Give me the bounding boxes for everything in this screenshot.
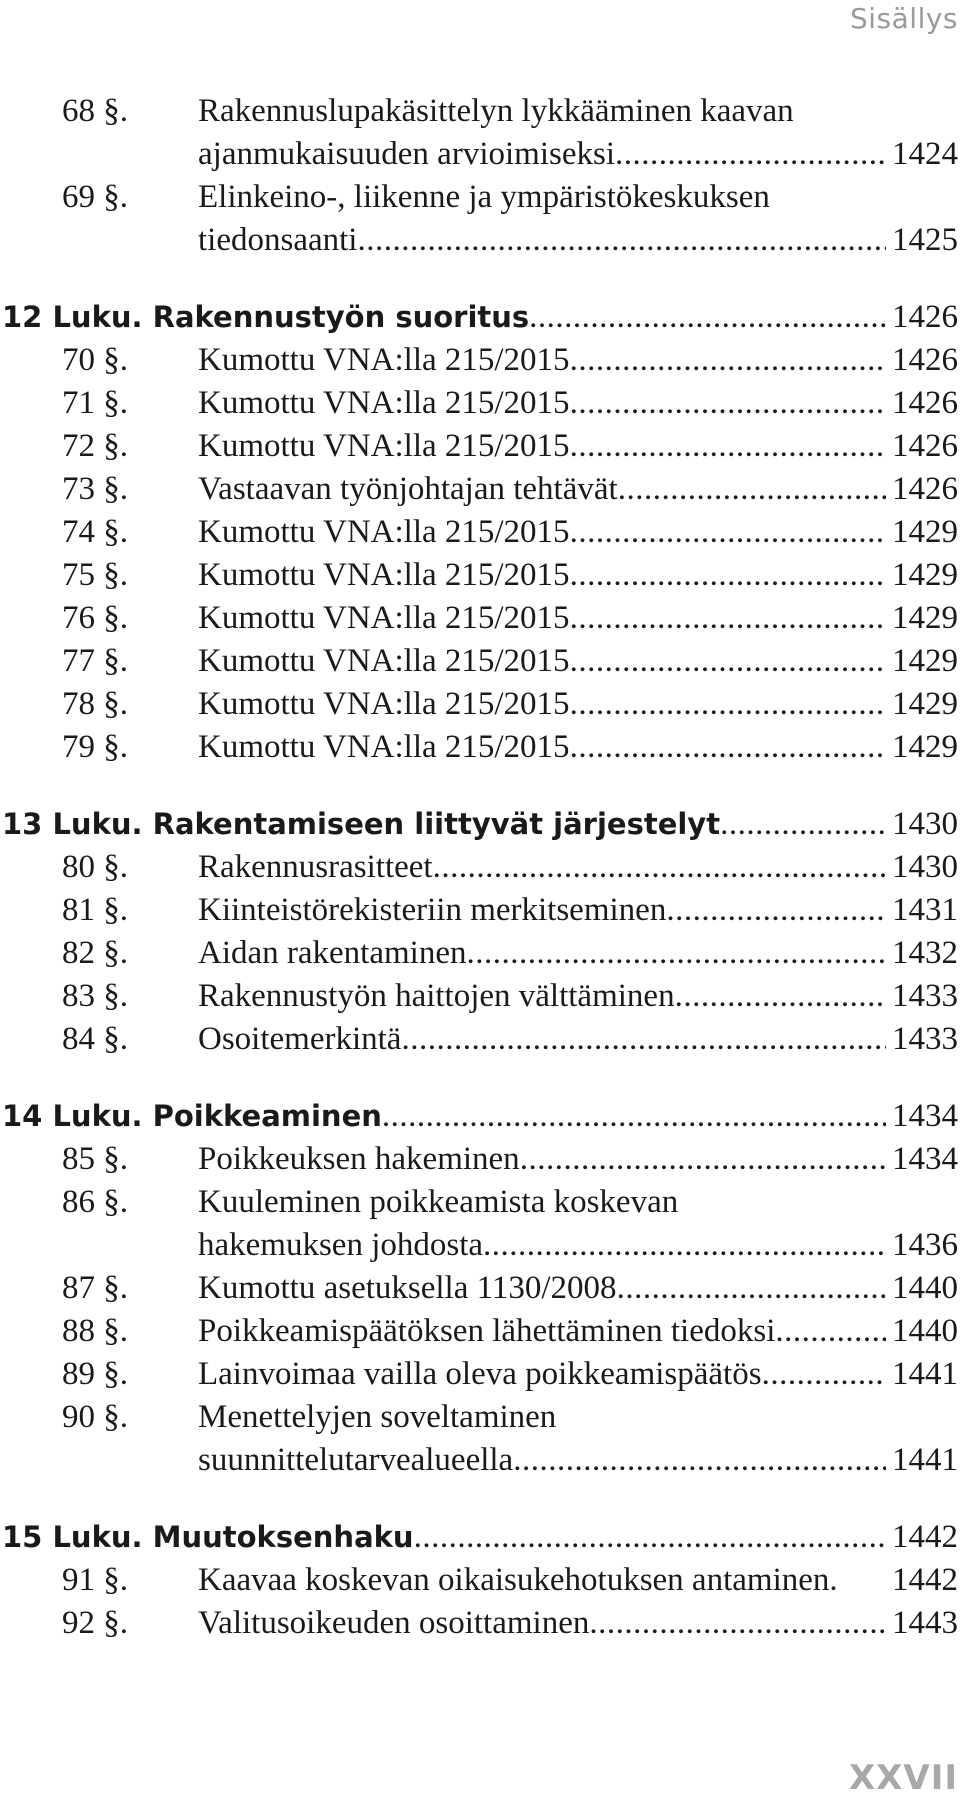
table-of-contents xyxy=(0,90,960,1645)
chapter-title: 12 Luku. Rakennustyön suoritus xyxy=(2,300,530,334)
dot-leader xyxy=(570,597,886,640)
toc-entry[interactable] xyxy=(0,1181,960,1224)
dot-leader xyxy=(357,219,886,262)
section-title: Aidan rakentaminen xyxy=(198,935,467,971)
section-number: 79 §. xyxy=(62,729,128,765)
section-title: Osoitemerkintä xyxy=(198,1021,402,1057)
dot-leader xyxy=(382,1095,886,1138)
dot-leader xyxy=(529,296,886,339)
section-title: Kumottu asetuksella 1130/2008 xyxy=(198,1270,617,1306)
toc-entry[interactable] xyxy=(0,1310,960,1353)
section-title: Kuuleminen poikkeamista koskevan xyxy=(198,1184,679,1220)
dot-leader xyxy=(615,133,886,176)
toc-entry[interactable] xyxy=(0,846,960,889)
section-title: Lainvoimaa vailla oleva poikkeamispäätös xyxy=(198,1356,762,1392)
toc-entry[interactable] xyxy=(0,1353,960,1396)
section-list-15 xyxy=(0,1559,960,1645)
section-title: Vastaavan työnjohtajan tehtävät xyxy=(198,471,618,507)
toc-entry[interactable] xyxy=(0,1138,960,1181)
dot-leader xyxy=(513,1439,886,1482)
section-number: 90 §. xyxy=(62,1399,128,1435)
section-number: 70 §. xyxy=(62,342,128,378)
toc-entry[interactable] xyxy=(0,932,960,975)
toc-entry[interactable] xyxy=(0,726,960,769)
page-number: 1434 xyxy=(892,1141,958,1177)
page-number: 1426 xyxy=(892,299,958,335)
toc-entry[interactable] xyxy=(0,975,960,1018)
section-number: 91 §. xyxy=(62,1562,128,1598)
page-number: 1430 xyxy=(892,806,958,842)
spacer xyxy=(0,262,960,296)
page-number: 1425 xyxy=(892,222,958,258)
toc-entry-68[interactable] xyxy=(0,90,960,133)
spacer xyxy=(0,1482,960,1516)
section-number: 74 §. xyxy=(62,514,128,550)
page-number: 1426 xyxy=(892,385,958,421)
running-header: Sisällys xyxy=(849,2,958,35)
section-number: 87 §. xyxy=(62,1270,128,1306)
dot-leader xyxy=(720,803,886,846)
section-number: 69 §. xyxy=(62,179,128,215)
page-number: 1426 xyxy=(892,342,958,378)
section-title: Kumottu VNA:lla 215/2015 xyxy=(198,686,570,722)
dot-leader xyxy=(762,1353,886,1396)
section-number: 78 §. xyxy=(62,686,128,722)
section-title-continuation: suunnittelutarvealueella xyxy=(198,1442,514,1478)
toc-entry-continuation[interactable] xyxy=(0,1224,960,1267)
dot-leader xyxy=(466,932,886,975)
page-number: 1429 xyxy=(892,557,958,593)
page-number: 1430 xyxy=(892,849,958,885)
toc-entry[interactable] xyxy=(0,597,960,640)
page-number: 1431 xyxy=(892,892,958,928)
dot-leader xyxy=(618,468,886,511)
dot-leader xyxy=(483,1224,886,1267)
dot-leader xyxy=(570,511,886,554)
section-title: Rakennuslupakäsittelyn lykkääminen kaavan xyxy=(198,93,794,129)
page-folio: XXVII xyxy=(848,1758,958,1798)
toc-entry[interactable] xyxy=(0,1267,960,1310)
toc-entry-continuation[interactable] xyxy=(0,1439,960,1482)
toc-entry-69[interactable] xyxy=(0,176,960,219)
toc-entry[interactable] xyxy=(0,425,960,468)
section-title: Kiinteistörekisteriin merkitseminen xyxy=(198,892,667,928)
dot-leader xyxy=(570,425,886,468)
section-title: Kumottu VNA:lla 215/2015 xyxy=(198,600,570,636)
page-number: 1442 xyxy=(892,1519,958,1555)
page-number: 1434 xyxy=(892,1098,958,1134)
section-list-14 xyxy=(0,1138,960,1482)
dot-leader xyxy=(414,1516,886,1559)
dot-leader xyxy=(675,975,886,1018)
section-number: 85 §. xyxy=(62,1141,128,1177)
chapter-heading-14[interactable] xyxy=(0,1095,960,1138)
page-number: 1442 xyxy=(892,1562,958,1598)
spacer xyxy=(0,769,960,803)
section-title: Rakennusrasitteet xyxy=(198,849,433,885)
section-number: 76 §. xyxy=(62,600,128,636)
chapter-heading-12[interactable] xyxy=(0,296,960,339)
page-number: 1436 xyxy=(892,1227,958,1263)
chapter-heading-15[interactable] xyxy=(0,1516,960,1559)
toc-entry[interactable] xyxy=(0,382,960,425)
toc-entry[interactable] xyxy=(0,339,960,382)
section-title: Kumottu VNA:lla 215/2015 xyxy=(198,514,570,550)
dot-leader xyxy=(433,846,886,889)
page-number: 1424 xyxy=(892,136,958,172)
toc-entry[interactable] xyxy=(0,683,960,726)
section-title: Kumottu VNA:lla 215/2015 xyxy=(198,643,570,679)
section-title: Poikkeuksen hakeminen xyxy=(198,1141,520,1177)
section-title-continuation: tiedonsaanti xyxy=(198,222,358,258)
section-number: 82 §. xyxy=(62,935,128,971)
toc-entry[interactable] xyxy=(0,1559,960,1602)
dot-leader xyxy=(401,1018,886,1061)
page-number: 1432 xyxy=(892,935,958,971)
section-title: Valitusoikeuden osoittaminen xyxy=(198,1605,590,1641)
section-title: Kumottu VNA:lla 215/2015 xyxy=(198,342,570,378)
section-number: 73 §. xyxy=(62,471,128,507)
chapter-title: 13 Luku. Rakentamiseen liittyvät järjestelyt xyxy=(2,807,721,841)
dot-leader xyxy=(570,554,886,597)
toc-entry[interactable] xyxy=(0,1602,960,1645)
page-number: 1426 xyxy=(892,428,958,464)
dot-leader xyxy=(775,1310,886,1353)
section-title: Menettelyjen soveltaminen xyxy=(198,1399,557,1435)
section-number: 92 §. xyxy=(62,1605,128,1641)
dot-leader xyxy=(570,726,886,769)
chapter-title: 14 Luku. Poikkeaminen xyxy=(2,1099,382,1133)
dot-leader xyxy=(570,339,886,382)
page-number: 1440 xyxy=(892,1313,958,1349)
chapter-title: 15 Luku. Muutoksenhaku xyxy=(2,1520,414,1554)
section-title: Kumottu VNA:lla 215/2015 xyxy=(198,385,570,421)
section-title: Kaavaa koskevan oikaisukehotuksen antaminen. xyxy=(198,1562,838,1598)
dot-leader xyxy=(589,1602,886,1645)
section-title: Kumottu VNA:lla 215/2015 xyxy=(198,428,570,464)
toc-entry[interactable] xyxy=(0,468,960,511)
section-title: Kumottu VNA:lla 215/2015 xyxy=(198,557,570,593)
section-number: 75 §. xyxy=(62,557,128,593)
dot-leader xyxy=(520,1138,886,1181)
page-number: 1433 xyxy=(892,978,958,1014)
toc-entry[interactable] xyxy=(0,1018,960,1061)
dot-leader xyxy=(570,640,886,683)
section-number: 80 §. xyxy=(62,849,128,885)
page-number: 1429 xyxy=(892,686,958,722)
page-number: 1441 xyxy=(892,1442,958,1478)
toc-entry[interactable] xyxy=(0,640,960,683)
toc-entry[interactable] xyxy=(0,511,960,554)
section-number: 77 §. xyxy=(62,643,128,679)
toc-entry[interactable] xyxy=(0,1396,960,1439)
section-number: 71 §. xyxy=(62,385,128,421)
page-number: 1429 xyxy=(892,729,958,765)
chapter-heading-13[interactable] xyxy=(0,803,960,846)
section-title-continuation: hakemuksen johdosta xyxy=(198,1227,484,1263)
dot-leader xyxy=(570,683,886,726)
section-number: 72 §. xyxy=(62,428,128,464)
page-number: 1429 xyxy=(892,600,958,636)
section-list-13 xyxy=(0,846,960,1061)
section-number: 84 §. xyxy=(62,1021,128,1057)
section-title: Kumottu VNA:lla 215/2015 xyxy=(198,729,570,765)
page-number: 1441 xyxy=(892,1356,958,1392)
section-number: 88 §. xyxy=(62,1313,128,1349)
page-number: 1440 xyxy=(892,1270,958,1306)
section-number: 81 §. xyxy=(62,892,128,928)
toc-entry[interactable] xyxy=(0,554,960,597)
section-number: 68 §. xyxy=(62,93,128,129)
page-number: 1429 xyxy=(892,514,958,550)
dot-leader xyxy=(617,1267,886,1310)
dot-leader xyxy=(570,382,886,425)
spacer xyxy=(0,1061,960,1095)
section-title: Poikkeamispäätöksen lähettäminen tiedoksi xyxy=(198,1313,776,1349)
section-number: 83 §. xyxy=(62,978,128,1014)
page-number: 1429 xyxy=(892,643,958,679)
page-number: 1443 xyxy=(892,1605,958,1641)
toc-entry-68-continuation[interactable] xyxy=(0,133,960,176)
page-number: 1433 xyxy=(892,1021,958,1057)
section-title: Rakennustyön haittojen välttäminen xyxy=(198,978,675,1014)
section-list-12 xyxy=(0,339,960,769)
page-number: 1426 xyxy=(892,471,958,507)
dot-leader xyxy=(666,889,886,932)
toc-entry-69-continuation[interactable] xyxy=(0,219,960,262)
section-number: 86 §. xyxy=(62,1184,128,1220)
toc-entry[interactable] xyxy=(0,889,960,932)
section-title: Elinkeino-, liikenne ja ympäristökeskuksen xyxy=(198,179,770,215)
section-number: 89 §. xyxy=(62,1356,128,1392)
section-title-continuation: ajanmukaisuuden arvioimiseksi xyxy=(198,136,615,172)
